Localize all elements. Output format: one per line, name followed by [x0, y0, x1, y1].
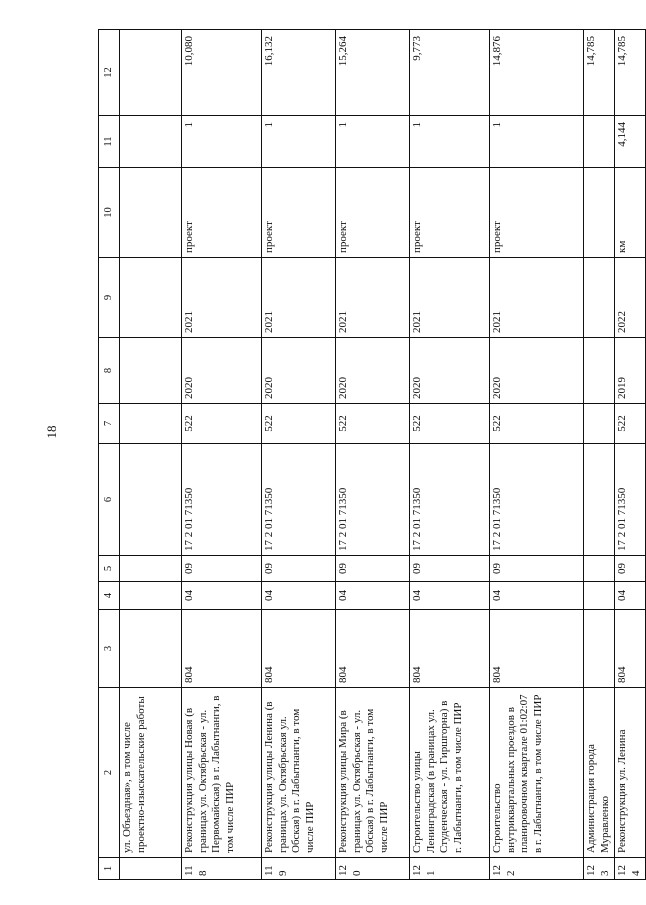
quantity-cell: 1	[410, 116, 490, 168]
year-end-cell: 2021	[336, 258, 410, 338]
code-cell	[584, 582, 615, 610]
code-cell: 17 2 01 71350	[182, 444, 262, 556]
code-cell	[584, 404, 615, 444]
table-row	[336, 30, 410, 880]
code-cell: 09	[410, 556, 490, 582]
column-header: 2	[99, 688, 120, 858]
table-body	[99, 30, 646, 880]
row-number: 124	[615, 858, 646, 880]
code-cell	[120, 582, 182, 610]
column-header: 8	[99, 338, 120, 404]
quantity-cell	[584, 116, 615, 168]
quantity-cell: 1	[336, 116, 410, 168]
code-cell: 804	[262, 610, 336, 688]
unit-cell	[584, 168, 615, 258]
unit-cell: проект	[490, 168, 584, 258]
year-start-cell	[120, 338, 182, 404]
amount-cell: 9,773	[410, 30, 490, 116]
code-cell	[120, 556, 182, 582]
row-number: 121	[410, 858, 490, 880]
amount-cell: 10,080	[182, 30, 262, 116]
table-wrapper	[98, 30, 642, 880]
quantity-cell: 1	[490, 116, 584, 168]
code-cell: 09	[615, 556, 646, 582]
year-end-cell: 2021	[410, 258, 490, 338]
column-header: 6	[99, 444, 120, 556]
code-cell	[120, 444, 182, 556]
unit-cell: проект	[182, 168, 262, 258]
code-cell: 522	[262, 404, 336, 444]
year-start-cell	[584, 338, 615, 404]
code-cell	[120, 610, 182, 688]
row-number: 120	[336, 858, 410, 880]
amount-cell: 15,264	[336, 30, 410, 116]
column-header: 12	[99, 30, 120, 116]
code-cell	[584, 610, 615, 688]
row-number: 119	[262, 858, 336, 880]
amount-cell: 14,785	[615, 30, 646, 116]
year-start-cell: 2020	[182, 338, 262, 404]
code-cell: 09	[182, 556, 262, 582]
year-end-cell: 2022	[615, 258, 646, 338]
quantity-cell	[120, 116, 182, 168]
table-row	[410, 30, 490, 880]
year-start-cell: 2020	[336, 338, 410, 404]
code-cell: 522	[182, 404, 262, 444]
code-cell: 04	[182, 582, 262, 610]
column-header: 3	[99, 610, 120, 688]
code-cell: 522	[615, 404, 646, 444]
item-name: Реконструкция улицы Мира (в границах ул. Октябрьская - ул. Обская) в г. Лабытнанги, в том числе ПИР	[336, 688, 410, 858]
table-row	[120, 30, 182, 880]
code-cell: 17 2 01 71350	[262, 444, 336, 556]
data-table	[98, 29, 646, 880]
column-header: 10	[99, 168, 120, 258]
code-cell: 04	[336, 582, 410, 610]
year-start-cell: 2020	[410, 338, 490, 404]
year-start-cell: 2020	[490, 338, 584, 404]
page-number: 18	[44, 425, 59, 439]
item-name: Администрация города Муравленко	[584, 688, 615, 858]
item-name: Реконструкция улицы Ленина (в границах ул. Октябрьская ул. Обская) в г. Лабытнанги, в том числе ПИР	[262, 688, 336, 858]
year-end-cell: 2021	[262, 258, 336, 338]
code-cell: 04	[410, 582, 490, 610]
code-cell: 04	[490, 582, 584, 610]
row-number: 122	[490, 858, 584, 880]
code-cell: 17 2 01 71350	[336, 444, 410, 556]
code-cell	[120, 404, 182, 444]
code-cell: 804	[615, 610, 646, 688]
unit-cell: проект	[262, 168, 336, 258]
code-cell	[584, 444, 615, 556]
code-cell: 804	[182, 610, 262, 688]
row-number: 118	[182, 858, 262, 880]
quantity-cell: 1	[182, 116, 262, 168]
code-cell	[584, 556, 615, 582]
item-name: Строительство улицы Ленинградская (в границах ул. Студенческая - ул. Гиршгорна) в г. Лабытнанги, в том числе ПИР	[410, 688, 490, 858]
amount-cell	[120, 30, 182, 116]
item-name: Строительство внутриквартальных проездов в планировочном квартале 01:02:07 в г. Лабытнанги, в том числе ПИР	[490, 688, 584, 858]
row-number: 123	[584, 858, 615, 880]
item-name: ул. Объездная», в том числе проектно-изыскательские работы	[120, 688, 182, 858]
code-cell: 804	[490, 610, 584, 688]
code-cell: 804	[336, 610, 410, 688]
column-header: 11	[99, 116, 120, 168]
year-end-cell	[120, 258, 182, 338]
year-end-cell: 2021	[490, 258, 584, 338]
code-cell: 04	[615, 582, 646, 610]
year-start-cell: 2019	[615, 338, 646, 404]
row-number	[120, 858, 182, 880]
item-name: Реконструкция улицы Новая (в границах ул. Октябрьская - ул. Первомайская) в г. Лабытнанги, в том числе ПИР	[182, 688, 262, 858]
unit-cell: проект	[410, 168, 490, 258]
year-start-cell: 2020	[262, 338, 336, 404]
table-row	[262, 30, 336, 880]
code-cell: 17 2 01 71350	[490, 444, 584, 556]
column-header: 5	[99, 556, 120, 582]
column-header: 7	[99, 404, 120, 444]
unit-cell: км	[615, 168, 646, 258]
amount-cell: 14,785	[584, 30, 615, 116]
code-cell: 804	[410, 610, 490, 688]
quantity-cell: 4,144	[615, 116, 646, 168]
year-end-cell	[584, 258, 615, 338]
table-row	[615, 30, 646, 880]
column-header: 9	[99, 258, 120, 338]
column-header: 4	[99, 582, 120, 610]
code-cell: 522	[336, 404, 410, 444]
code-cell: 09	[490, 556, 584, 582]
unit-cell: проект	[336, 168, 410, 258]
item-name: Реконструкция ул. Ленина	[615, 688, 646, 858]
code-cell: 04	[262, 582, 336, 610]
code-cell: 522	[490, 404, 584, 444]
table-row	[584, 30, 615, 880]
quantity-cell: 1	[262, 116, 336, 168]
code-cell: 09	[336, 556, 410, 582]
header-row	[99, 30, 120, 880]
column-header: 1	[99, 858, 120, 880]
code-cell: 09	[262, 556, 336, 582]
code-cell: 522	[410, 404, 490, 444]
code-cell: 17 2 01 71350	[615, 444, 646, 556]
unit-cell	[120, 168, 182, 258]
code-cell: 17 2 01 71350	[410, 444, 490, 556]
table-row	[182, 30, 262, 880]
amount-cell: 16,132	[262, 30, 336, 116]
amount-cell: 14,876	[490, 30, 584, 116]
year-end-cell: 2021	[182, 258, 262, 338]
table-row	[490, 30, 584, 880]
